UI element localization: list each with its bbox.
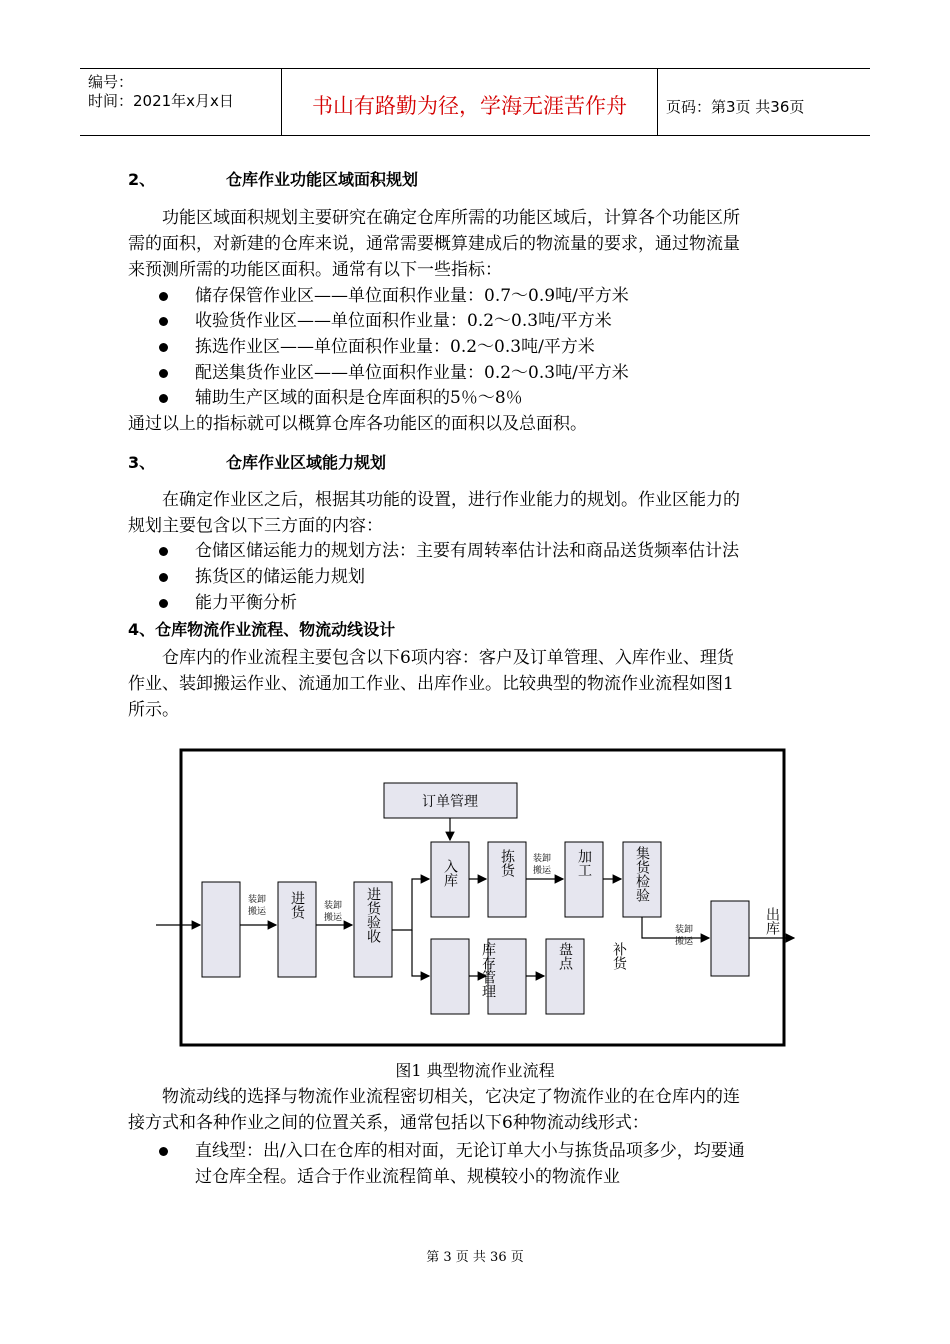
section4-para-line: 仓库内的作业流程主要包含以下6项内容：客户及订单管理、入库作业、理货 (162, 648, 734, 668)
bullet-icon (159, 573, 168, 582)
figure-caption: 图1 典型物流作业流程 (395, 1061, 555, 1080)
load-unload-label: 搬运 (248, 907, 267, 917)
receive-label: 进货 (289, 891, 305, 919)
load-unload-label: 搬运 (533, 866, 552, 876)
storage-label: 库存管理 (480, 942, 496, 998)
section2-para-line: 功能区域面积规划主要研究在确定仓库所需的功能区域后，计算各个功能区所 (162, 208, 740, 228)
after-figure-para-line: 物流动线的选择与物流作业流程密切相关，它决定了物流作业的在仓库内的连 (162, 1087, 740, 1107)
section3-heading (128, 450, 386, 476)
inspect-label: 进货验收 (365, 887, 381, 943)
load-unload-label: 装卸 (675, 925, 694, 935)
section3-title: 仓库作业区域能力规划 (226, 453, 387, 472)
bullet-icon (159, 394, 168, 403)
section2-summary: 通过以上的指标就可以概算仓库各功能区的面积以及总面积。 (128, 414, 587, 434)
section2-heading (128, 167, 418, 193)
section3-para-line: 在确定作业区之后，根据其功能的设置，进行作业能力的规划。作业区能力的 (162, 490, 740, 510)
section2-title: 仓库作业功能区域面积规划 (226, 170, 419, 189)
count-label: 盘点 (557, 942, 573, 970)
logistics-flow-diagram (150, 745, 810, 1055)
process-label: 加工 (576, 849, 592, 877)
bullet-icon (159, 369, 168, 378)
load-unload-label: 装卸 (248, 895, 267, 905)
section2-number: 2、 (128, 170, 156, 189)
section3-para-line: 规划主要包含以下三方面的内容： (128, 516, 383, 536)
after-figure-para-line: 接方式和各种作业之间的位置关系，通常包括以下6种物流动线形式： (128, 1113, 649, 1133)
section4-heading: 4、仓库物流作业流程、物流动线设计 (128, 620, 396, 639)
load-unload-label: 装卸 (533, 854, 552, 864)
bullet-icon (159, 292, 168, 301)
bullet-icon (159, 1147, 168, 1156)
header-motto: 书山有路勤为径，学海无涯苦作舟 (282, 69, 658, 135)
instock-label: 入库 (442, 859, 458, 887)
box-source (202, 882, 240, 977)
replenish-label: 补货 (611, 942, 627, 970)
page-footer: 第 3 页 共 36 页 (426, 1250, 524, 1265)
section4-para-line: 作业、装卸搬运作业、流通加工作业、出库作业。比较典型的物流作业流程如图1 (128, 674, 734, 694)
bullet-icon (159, 343, 168, 352)
header-page-info: 页码：第3页 共36页 (666, 97, 805, 116)
section2-para-line: 需的面积，对新建的仓库来说，通常需要概算建成后的物流量的要求，通过物流量 (128, 234, 740, 254)
collect-label: 集货检验 (634, 846, 650, 902)
number-label: 编号： (88, 73, 134, 91)
header-meta (80, 69, 282, 135)
bullet-icon (159, 317, 168, 326)
order-management-label: 订单管理 (422, 794, 478, 810)
box-ship (711, 901, 749, 976)
page-header (80, 68, 870, 136)
section3-number: 3、 (128, 453, 156, 472)
time-label: 时间：2021年x月x日 (88, 92, 234, 110)
load-unload-label: 搬运 (675, 937, 694, 947)
bullet-icon (159, 547, 168, 556)
box-storage-side (431, 939, 469, 1014)
ship-label: 出库 (764, 907, 780, 935)
load-unload-label: 装卸 (324, 901, 343, 911)
pick-label: 拣货 (499, 849, 515, 877)
load-unload-label: 搬运 (324, 913, 343, 923)
section4-para-line: 所示。 (128, 700, 179, 720)
bullet-icon (159, 599, 168, 608)
section2-para-line: 来预测所需的功能区面积。通常有以下一些指标： (128, 260, 502, 280)
